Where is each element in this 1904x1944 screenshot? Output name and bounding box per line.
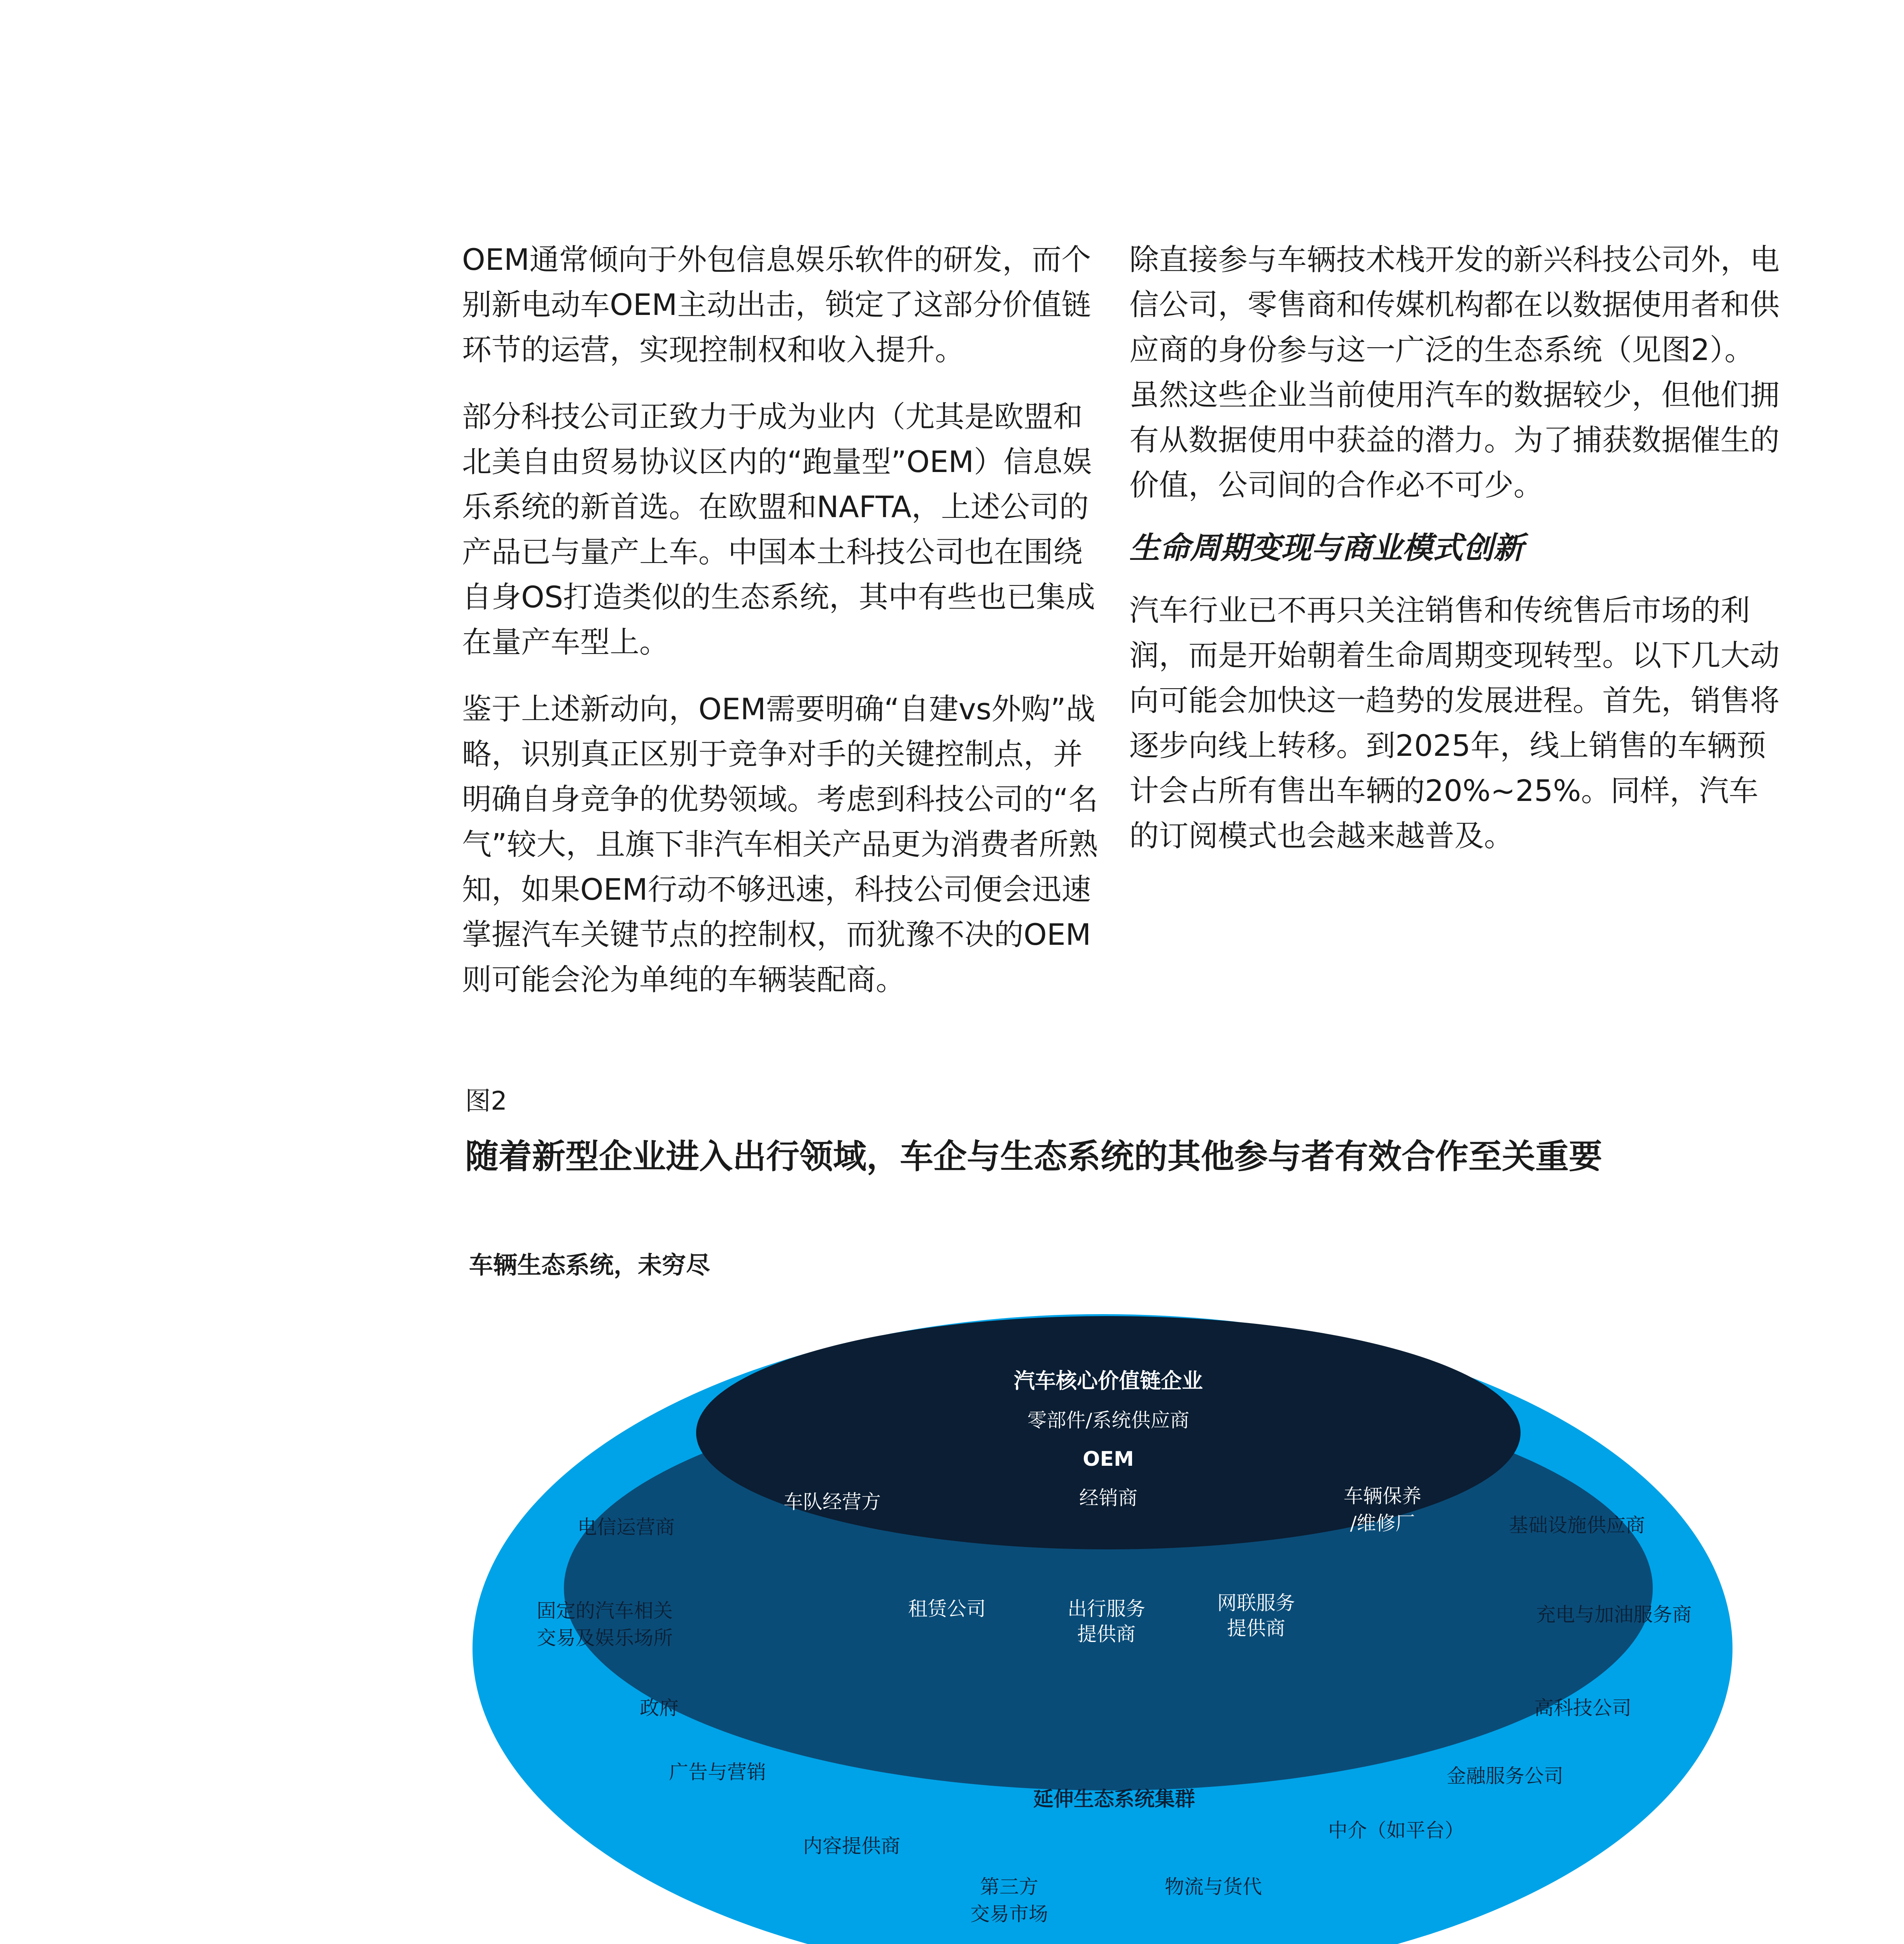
ecosystem-diagram — [467, 1306, 1797, 1944]
section-heading: 生命周期变现与商业模式创新 — [1129, 531, 1524, 566]
right-column — [1129, 237, 1783, 880]
repair-label-2: /维修厂 — [1350, 1512, 1415, 1535]
core-dealers: 经销商 — [1079, 1487, 1138, 1509]
figure-title: 随着新型企业进入出行领域，车企与生态系统的其他参与者有效合作至关重要 — [465, 1137, 1602, 1176]
financial-label: 金融服务公司 — [1447, 1765, 1563, 1787]
body-paragraph: 部分科技公司正致力于成为业内（尤其是欧盟和北美自由贸易协议区内的“跑量型”OEM）信息娱乐系统的新首选。在欧盟和NAFTA，上述公司的产品已与量产上车。中国本土科技公司也在围绕自身OS打造类似的生态系统，其中有些也已集成在量产车型上。 — [462, 399, 1096, 659]
body-paragraph: 除直接参与车辆技术栈开发的新兴科技公司外，电信公司，零售商和传媒机构都在以数据使用者和供应商的身份参与这一广泛的生态系统（见图2）。虽然这些企业当前使用汽车的数据较少，但他们拥有从数据使用中获益的潜力。为了捕获数据催生的价值，公司间的合作必不可少。 — [1129, 242, 1780, 502]
figure-subtitle: 车辆生态系统，未穷尽 — [469, 1251, 710, 1279]
marketplace-label-1: 第三方 — [980, 1876, 1038, 1898]
connectivity-label-1: 网联服务 — [1217, 1592, 1295, 1614]
mobility-label-2: 提供商 — [1077, 1623, 1136, 1645]
marketplace-label-2: 交易市场 — [970, 1903, 1048, 1925]
infrastructure-label: 基础设施供应商 — [1509, 1514, 1645, 1537]
rental-label: 租赁公司 — [908, 1598, 986, 1620]
charging-label: 充电与加油服务商 — [1536, 1603, 1692, 1626]
body-paragraph: OEM通常倾向于外包信息娱乐软件的研发，而个别新电动车OEM主动出击，锁定了这部分价值链环节的运营，实现控制权和收入提升。 — [462, 242, 1091, 367]
fleet-label: 车队经营方 — [784, 1491, 881, 1513]
government-label: 政府 — [640, 1697, 679, 1719]
telecom-label: 电信运营商 — [578, 1516, 675, 1538]
intermediary-label: 中介（如平台） — [1328, 1819, 1464, 1842]
venues-label-1: 固定的汽车相关 — [537, 1600, 673, 1622]
core-suppliers: 零部件/系统供应商 — [1027, 1409, 1190, 1432]
hightech-label: 高科技公司 — [1534, 1697, 1631, 1719]
connectivity-label-2: 提供商 — [1227, 1617, 1285, 1640]
advertising-label: 广告与营销 — [669, 1761, 766, 1783]
left-column — [462, 237, 1100, 1024]
figure-label: 图2 — [465, 1086, 507, 1116]
body-paragraph: 汽车行业已不再只关注销售和传统售后市场的利润，而是开始朝着生命周期变现转型。以下几大动向可能会加快这一趋势的发展进程。首先，销售将逐步向线上转移。到2025年，线上销售的车辆预计会占所有售出车辆的20%~25%。同样，汽车的订阅模式也会越来越普及。 — [1129, 593, 1780, 853]
logistics-label: 物流与货代 — [1165, 1876, 1262, 1898]
body-paragraph: 鉴于上述新动向，OEM需要明确“自建vs外购”战略，识别真正区别于竞争对手的关键控制点，并明确自身竞争的优势领域。考虑到科技公司的“名气”较大，且旗下非汽车相关产品更为消费者所熟知，如果OEM行动不够迅速，科技公司便会迅速掌握汽车关键节点的控制权，而犹豫不决的OEM则可能会沦为单纯的车辆装配商。 — [462, 692, 1098, 997]
content-label: 内容提供商 — [803, 1835, 900, 1857]
extended-cluster-label: 延伸生态系统集群 — [1033, 1787, 1195, 1811]
repair-label-1: 车辆保养 — [1344, 1485, 1421, 1507]
mobility-label-1: 出行服务 — [1068, 1598, 1145, 1620]
core-oem: OEM — [1083, 1448, 1134, 1471]
venues-label-2: 交易及娱乐场所 — [537, 1627, 673, 1649]
core-title: 汽车核心价值链企业 — [1014, 1369, 1203, 1393]
